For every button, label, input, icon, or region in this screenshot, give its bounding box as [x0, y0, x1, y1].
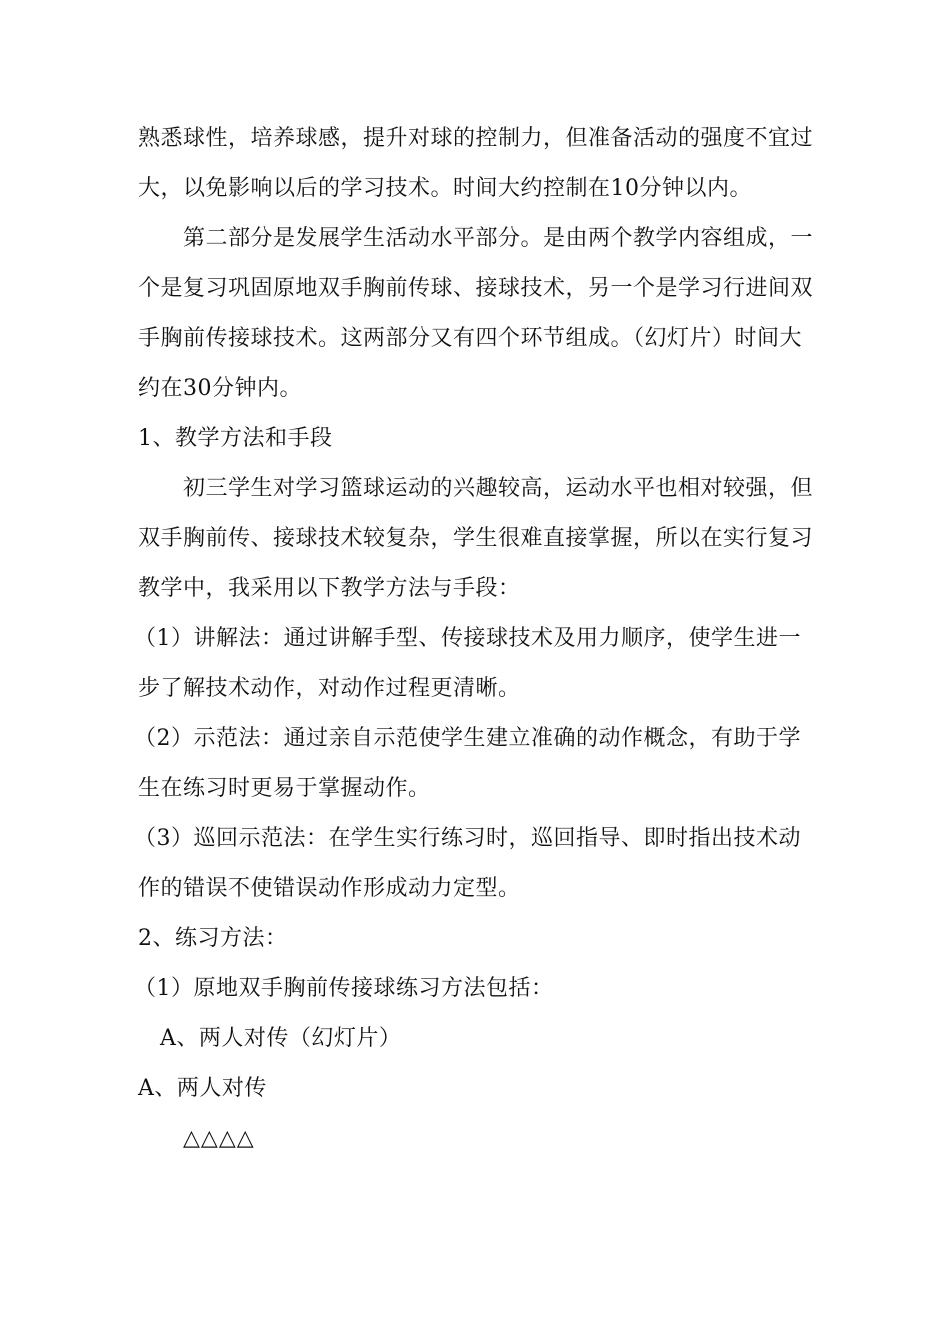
list-item-stationary-pass: （1）原地双手胸前传接球练习方法包括： [134, 976, 554, 1001]
section-heading-practice-methods: 2、练习方法： [138, 926, 288, 951]
paragraph-line-2: 大，以免影响以后的学习技术。时间大约控制在10分钟以内。 [138, 176, 752, 201]
sub-item-two-person-pass-slide: A、两人对传（幻灯片） [160, 1026, 402, 1051]
sub-item-two-person-pass: A、两人对传 [138, 1076, 267, 1101]
list-item-explanation: （1）讲解法：通过讲解手型、传接球技术及用力顺序，使学生进一 [134, 626, 801, 651]
paragraph-line-6: 约在30分钟内。 [138, 376, 302, 401]
section-heading-teaching-methods: 1、教学方法和手段 [138, 426, 333, 451]
list-item-demonstration-cont: 生在练习时更易于掌握动作。 [138, 776, 431, 801]
formation-triangles: △△△△ [183, 1126, 255, 1151]
paragraph-line-5: 手胸前传接球技术。这两部分又有四个环节组成。（幻灯片）时间大 [138, 326, 803, 351]
list-item-circuit-demo: （3）巡回示范法：在学生实行练习时，巡回指导、即时指出技术动 [134, 826, 801, 851]
paragraph-line-9: 双手胸前传、接球技术较复杂，学生很难直接掌握，所以在实行复习 [138, 526, 814, 551]
paragraph-line-1: 熟悉球性，培养球感，提升对球的控制力，但准备活动的强度不宜过 [138, 126, 814, 151]
list-item-explanation-cont: 步了解技术动作，对动作过程更清晰。 [138, 676, 521, 701]
list-item-circuit-demo-cont: 作的错误不使错误动作形成动力定型。 [138, 876, 521, 901]
paragraph-line-8: 初三学生对学习篮球运动的兴趣较高，运动水平也相对较强，但 [183, 476, 814, 501]
list-item-demonstration: （2）示范法：通过亲自示范使学生建立准确的动作概念，有助于学 [134, 726, 801, 751]
paragraph-line-3: 第二部分是发展学生活动水平部分。是由两个教学内容组成，一 [183, 226, 814, 251]
paragraph-line-4: 个是复习巩固原地双手胸前传球、接球技术，另一个是学习行进间双 [138, 276, 814, 301]
paragraph-line-10: 教学中，我采用以下教学方法与手段： [138, 576, 521, 601]
